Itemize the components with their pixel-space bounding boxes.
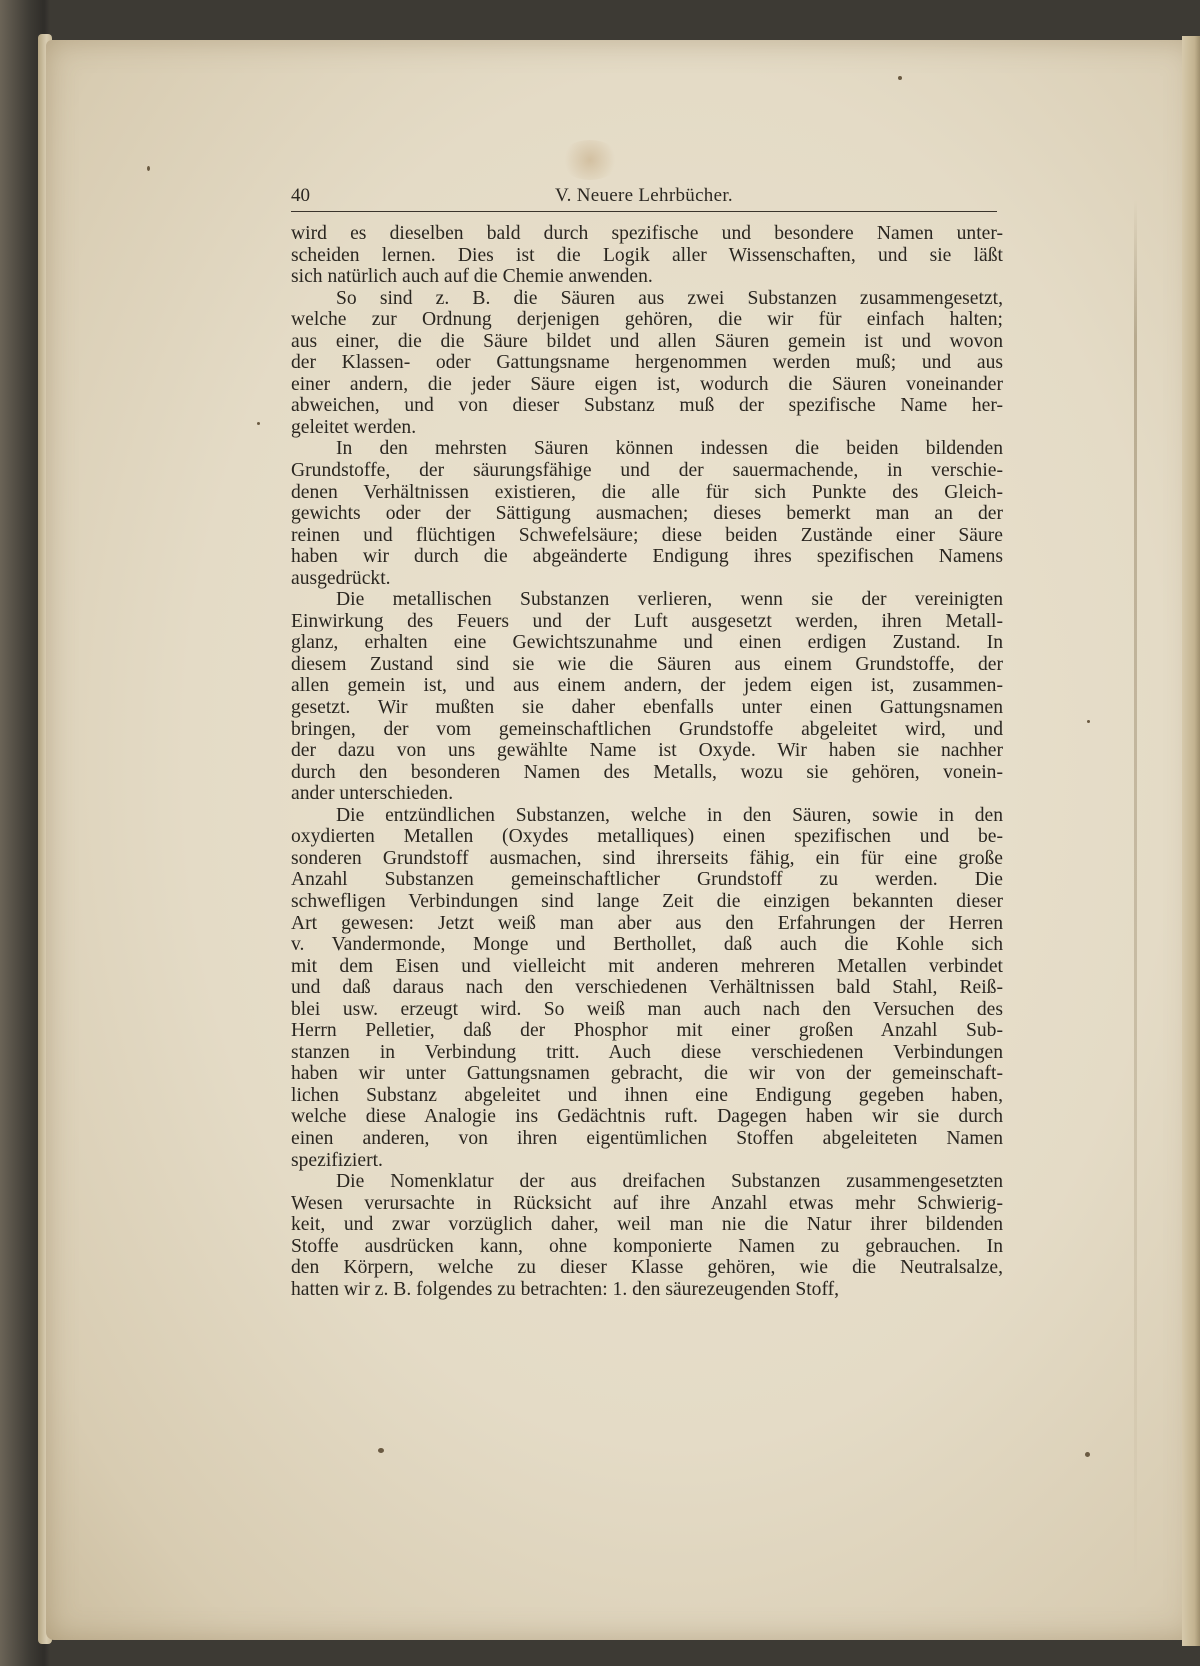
paper-speck [1087,720,1090,723]
text-line: einen anderen, von ihren eigentümlichen Stoffen abgeleiteten Namen [291,1127,1003,1149]
text-line: Art gewesen: Jetzt weiß man aber aus den Erfahrungen der Herren [291,912,1003,934]
text-line: diesem Zustand sind sie wie die Säuren aus einem Grundstoffe, der [291,653,1003,675]
text-line: spezifiziert. [291,1149,383,1171]
text-line: haben wir durch die abgeänderte Endigung ihres spezifischen Namens [291,546,1003,568]
text-line: Herrn Pelletier, daß der Phosphor mit einer großen Anzahl Sub- [291,1020,1003,1042]
text-line: der Klassen- oder Gattungsname hergenommen werden muß; und aus [291,352,1003,374]
text-line: Einwirkung des Feuers und der Luft ausgesetzt werden, ihren Metall- [291,610,1003,632]
text-line: reinen und flüchtigen Schwefelsäure; diese beiden Zustände einer Säure [291,524,1003,546]
text-line: gewichts oder der Sättigung ausmachen; dieses bemerkt man an der [291,503,1003,525]
text-line: ausgedrückt. [291,567,391,589]
text-line: geleitet werden. [291,416,417,438]
page-edge-right [1182,36,1200,1646]
text-line: denen Verhältnissen existieren, die alle für sich Punkte des Gleich- [291,481,1003,503]
text-line: schwefligen Verbindungen sind lange Zeit die einzigen bekannten dieser [291,890,1003,912]
paper-speck [147,166,150,171]
paragraph [291,438,1003,589]
paper-speck [898,76,902,80]
text-line: welche diese Analogie ins Gedächtnis ruft. Dagegen haben wir sie durch [291,1106,1003,1128]
text-line: Anzahl Substanzen gemeinschaftlicher Grundstoff zu werden. Die [291,869,1003,891]
text-line: gesetzt. Wir mußten sie daher ebenfalls unter einen Gattungsnamen [291,697,1003,719]
text-line: bringen, der vom gemeinschaftlichen Grundstoffe abgeleitet wird, und [291,718,1003,740]
text-line: blei usw. erzeugt wird. So weiß man auch nach den Versuchen des [291,998,1003,1020]
paragraph [291,805,1003,1171]
text-line: oxydierten Metallen (Oxydes metalliques) einen spezifischen und be- [291,826,1003,848]
paragraph [291,589,1003,804]
text-line: In den mehrsten Säuren können indessen die beiden bildenden [336,438,1003,460]
text-line: Die entzündlichen Substanzen, welche in den Säuren, sowie in den [336,804,1003,826]
text-line: haben wir unter Gattungsnamen gebracht, die wir von der gemeinschaft- [291,1063,1003,1085]
text-line: einer andern, die jeder Säure eigen ist, wodurch die Säuren voneinander [291,373,1003,395]
paper-speck [257,422,260,425]
text-line: abweichen, und von dieser Substanz muß der spezifische Name her- [291,395,1003,417]
text-line: hatten wir z. B. folgendes zu betrachten: 1. den säurezeugenden Stoff, [291,1278,840,1300]
text-line: ander unterschieden. [291,783,454,805]
binding-shadow [1134,200,1137,1580]
text-line: wird es dieselben bald durch spezifische und besondere Namen unter- [291,223,1003,244]
paragraph [291,223,1003,288]
text-line: scheiden lernen. Dies ist die Logik aller Wissenschaften, und sie läßt [291,244,1003,266]
paper-stain [560,140,620,180]
text-line: keit, und zwar vorzüglich daher, weil man nie die Natur ihrer bildenden [291,1214,1003,1236]
text-line: glanz, erhalten eine Gewichtszunahme und einen erdigen Zustand. In [291,632,1003,654]
body-text [291,223,1003,1300]
text-line: Stoffe ausdrücken kann, ohne komponierte Namen zu gebrauchen. In [291,1235,1003,1257]
text-line: Grundstoffe, der säurungsfähige und der sauermachende, in verschie- [291,460,1003,482]
text-line: aus einer, die die Säure bildet und allen Säuren gemein ist und wovon [291,330,1003,352]
running-title: V. Neuere Lehrbücher. [555,185,733,206]
page-header [291,183,997,212]
text-line: Wesen verursachte in Rücksicht auf ihre Anzahl etwas mehr Schwierig- [291,1192,1003,1214]
text-line: allen gemein ist, und aus einem andern, der jedem eigen ist, zusammen- [291,675,1003,697]
text-line: v. Vandermonde, Monge und Berthollet, daß auch die Kohle sich [291,934,1003,956]
text-line: der dazu von uns gewählte Name ist Oxyde. Wir haben sie nachher [291,740,1003,762]
text-line: stanzen in Verbindung tritt. Auch diese verschiedenen Verbindungen [291,1041,1003,1063]
text-line: sich natürlich auch auf die Chemie anwenden. [291,266,653,288]
text-line: So sind z. B. die Säuren aus zwei Substanzen zusammengesetzt, [336,287,1003,309]
paragraph [291,1171,1003,1300]
text-line: den Körpern, welche zu dieser Klasse gehören, wie die Neutralsalze, [291,1257,1003,1279]
text-line: mit dem Eisen und vielleicht mit anderen mehreren Metallen verbindet [291,955,1003,977]
paper-speck [378,1448,384,1453]
text-line: sonderen Grundstoff ausmachen, sind ihrerseits fähig, ein für eine große [291,847,1003,869]
text-line: Die Nomenklatur der aus dreifachen Substanzen zusammengesetzten [336,1171,1003,1193]
paper-speck [1085,1452,1090,1457]
page-number: 40 [291,185,310,206]
text-line: welche zur Ordnung derjenigen gehören, die wir für einfach halten; [291,309,1003,331]
text-line: durch den besonderen Namen des Metalls, wozu sie gehören, vonein- [291,761,1003,783]
text-line: Die metallischen Substanzen verlieren, wenn sie der vereinigten [336,589,1003,611]
paragraph [291,288,1003,439]
text-line: lichen Substanz abgeleitet und ihnen eine Endigung gegeben haben, [291,1084,1003,1106]
text-line: und daß daraus nach den verschiedenen Verhältnissen bald Stahl, Reiß- [291,977,1003,999]
